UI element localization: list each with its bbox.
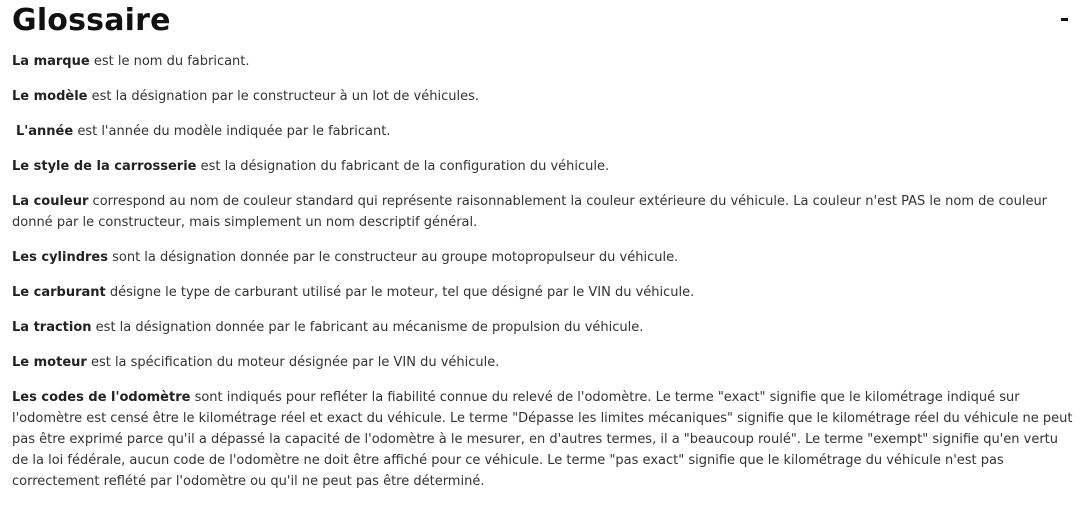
glossary-definition: est la désignation du fabricant de la configuration du véhicule. <box>196 159 610 174</box>
glossary-definition: est le nom du fabricant. <box>89 54 250 69</box>
glossary-entry-marque <box>12 51 1078 72</box>
glossary-definition: sont la désignation donnée par le constructeur au groupe motopropulseur du véhicule. <box>107 250 679 265</box>
glossary-definition: est la désignation par le constructeur à un lot de véhicules. <box>87 89 479 104</box>
glossary-definition: désigne le type de carburant utilisé par le moteur, tel que désigné par le VIN du véhicule. <box>105 285 695 300</box>
glossary-term: Le moteur <box>12 355 87 370</box>
glossary-entry-carburant <box>12 282 1078 303</box>
minus-icon <box>1061 18 1068 21</box>
glossary-entry-annee <box>12 121 1078 142</box>
glossary-entry-cylindres <box>12 247 1078 268</box>
glossary-term: Les codes de l'odomètre <box>12 390 191 405</box>
glossary-term: Les cylindres <box>12 250 108 265</box>
glossary-definition: est la spécification du moteur désignée par le VIN du véhicule. <box>86 355 500 370</box>
glossary-term: La couleur <box>12 194 89 209</box>
glossary-entry-carrosserie <box>12 156 1078 177</box>
glossary-term: La traction <box>12 320 92 335</box>
glossary-entry-odometre <box>12 387 1078 492</box>
glossary-entry-moteur <box>12 352 1078 373</box>
glossary-term: Le carburant <box>12 285 106 300</box>
glossary-term: Le style de la carrosserie <box>12 159 197 174</box>
glossary-definition: sont indiqués pour refléter la fiabilité connue du relevé de l'odomètre. Le terme "exact" signifie que le kilométrage indiqué sur l'odomètre est censé être le kilométrage réel et exact du véhicule. Le terme "Dépasse les limites mécaniques" signifie que le kilométrage réel du véhicule ne peut pas être exprimé parce qu'il a dépassé la capacité de l'odomètre à le mesurer, en d'autres termes, il a "beaucoup roulé". Le terme "exempt" signifie qu'en vertu de la loi fédérale, aucun code de l'odomètre ne doit être affiché pour ce véhicule. Le terme "pas exact" signifie que le kilométrage du véhicule n'est pas correctement reflété par l'odomètre ou qu'il ne peut pas être déterminé. <box>12 390 1073 489</box>
glossary-content <box>12 51 1078 506</box>
page-title: Glossaire <box>12 3 171 38</box>
glossary-entry-traction <box>12 317 1078 338</box>
glossary-definition: correspond au nom de couleur standard qui représente raisonnablement la couleur extérieure du véhicule. La couleur n'est PAS le nom de couleur donné par le constructeur, mais simplement un nom descriptif général. <box>12 194 1048 230</box>
glossary-term: La marque <box>12 54 90 69</box>
collapse-toggle-button[interactable] <box>1058 6 1072 30</box>
glossary-term: Le modèle <box>12 89 88 104</box>
glossary-entry-modele <box>12 86 1078 107</box>
glossary-definition: est l'année du modèle indiquée par le fabricant. <box>73 124 391 139</box>
glossary-term: L'année <box>16 124 74 139</box>
glossary-entry-couleur <box>12 191 1078 233</box>
glossary-header <box>0 0 1080 48</box>
glossary-definition: est la désignation donnée par le fabricant au mécanisme de propulsion du véhicule. <box>91 320 644 335</box>
